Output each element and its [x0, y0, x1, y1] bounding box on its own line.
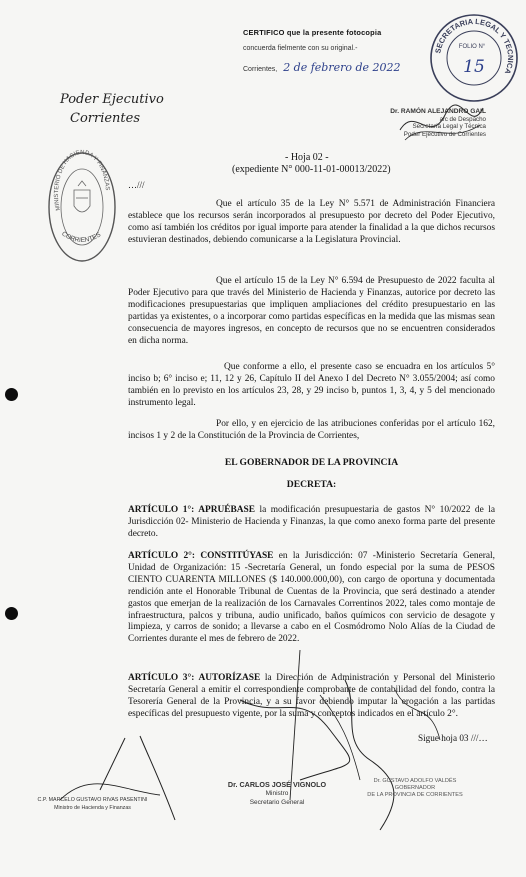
article-2-label: ARTÍCULO 2°: CONSTITÚYASE: [128, 551, 274, 561]
certifier-dept-1: Secretaría Legal y Técnica: [412, 123, 486, 131]
seal-bottom-text: CORRIENTES: [60, 230, 103, 245]
paragraph-4: [128, 419, 495, 443]
folio-stamp: [428, 12, 520, 104]
certification-block: [243, 28, 443, 74]
cert-line-1: CERTIFICO que la presente fotocopia: [243, 28, 382, 37]
ministry-seal: [46, 148, 118, 266]
article-2-text: en la Jurisdicción: 07 -Ministerio Secretaría General, Unidad de Organización: 15 -Secretaría General, un fondo especial por la suma de PESOS CIENTO CUARENTA MILLONES ($ 140.000.000,00), con cargo de oportuna y documentada rendición ante el Honorable Tribunal de Cuentas de la Provincia, que será destinado a atender gastos que emerjan de la realización de los Carnavales Correntinos 2022, tales como montaje de infraestructura, palcos y tribuna, audio unificado, baños químicos con servicio de desagote y limpieza, y carros de sonido; a llevarse a cabo en el Cosmódromo Nolo Alías de la Ciudad de Corrientes durante el mes de febrero de 2022.: [128, 551, 495, 645]
certifier-stamp: [336, 108, 486, 138]
letterhead-line-1: Poder Ejecutivo: [60, 92, 164, 107]
article-1-text: la modificación presupuestaria de gastos N° 10/2022 de la Jurisdicción 02- Ministerio de Hacienda y Finanzas, la que como anexo forma parte del presente decreto.: [128, 505, 495, 539]
svg-text:CORRIENTES: [60, 230, 102, 244]
folio-label: FOLIO N°: [458, 44, 486, 50]
signer-3-title: GOBERNADOR: [394, 785, 436, 791]
signer-3-title-2: DE LA PROVINCIA DE CORRIENTES: [367, 792, 463, 798]
sheet-number: - Hoja 02 -: [285, 152, 329, 163]
article-2: [128, 551, 495, 646]
paragraph-4-text: Por ello, y en ejercicio de las atribuciones conferidas por el artículo 162, incisos 1 y 2 de la Constitución de la Provincia de Corrientes,: [128, 419, 495, 441]
paragraph-2: [128, 276, 495, 347]
continues-next-sheet: Sigue hoja 03 ///…: [418, 733, 488, 743]
cert-place: Corrientes,: [243, 66, 278, 73]
signer-2-name: Dr. CARLOS JOSÉ VIGNOLO: [227, 780, 327, 789]
signer-3-name: Dr. GUSTAVO ADOLFO VALDÉS: [373, 778, 457, 784]
letterhead-line-2: Corrientes: [70, 111, 141, 126]
paragraph-2-text: Que el artículo 15 de la Ley N° 6.594 de Presupuesto de 2022 faculta al Poder Ejecutivo para que través del Ministerio de Hacienda y Finanzas, autorice por decreto las modificaciones presupuestarias que impliquen ampliaciones del crédito presupuestario en las partidas ya existentes, o a incorporar como partidas específicas en la medida que las mismas sean consecuencia de mayores ingresos, en concepto de recursos que no se encuentren considerados en dicha norma.: [128, 276, 495, 346]
certifier-dept-2: Poder Ejecutivo de Corrientes: [403, 130, 486, 138]
folio-number: 15: [463, 57, 485, 77]
paragraph-3: [128, 362, 495, 410]
cert-line-3: [243, 61, 443, 74]
cert-date-handwritten: 2 de febrero de 2022: [283, 61, 401, 74]
letterhead: [60, 90, 164, 128]
article-3-label: ARTÍCULO 3°: AUTORÍZASE: [128, 673, 261, 683]
seal-ring-text: MINISTERIO DE HACIENDA Y FINANZAS: [53, 149, 110, 211]
article-3-text: la Dirección de Administración y Personal del Ministerio Secretaría General a emitir el correspondiente comprobante de contabilidad del fondo, contra la Tesorería General de la Provincia, y a su favor debiendo imputar la erogación a las partidas específicas del presupuesto vigente, por la suma y conceptos indicados en el artículo 2°.: [128, 673, 495, 719]
folio-stamp-ring-text: SECRETARIA LEGAL Y TECNICA: [433, 16, 516, 76]
article-1-label: ARTÍCULO 1°: APRUÉBASE: [128, 505, 256, 515]
article-3: [128, 673, 495, 721]
certifier-name: Dr. RAMÓN ALEJANDRO GAIL: [390, 108, 486, 115]
certifier-role: a/c de Despacho: [439, 115, 486, 123]
signer-1-title: Ministro de Hacienda y Finanzas: [54, 804, 131, 811]
paragraph-1-text: Que el artículo 35 de la Ley N° 5.571 de Administración Financiera establece que los recursos serán incorporados al presupuesto por decreto del Poder Ejecutivo, como así también los créditos por igual importe para atender la finalidad a la que dichos recursos estuvieran destinados, debiendo comunicarse a la Legislatura Provincial.: [128, 199, 495, 245]
paragraph-3-text: Que conforme a ello, el presente caso se encuadra en los artículos 5° inciso b; 6° inciso e; 11, 12 y 26, Capítulo II del Anexo I del Decreto N° 3.055/2004; así como también en lo previsto en los artículos 23, 28, y 29 inciso b, puntos 1, 3, 4, y 5 del mencionado instrumento legal.: [128, 362, 495, 408]
signer-2-title-2: Secretario General: [249, 799, 305, 806]
decree-heading: DECRETA:: [286, 479, 337, 490]
binder-hole: [5, 607, 18, 620]
cert-line-2: concuerda fielmente con su original.-: [243, 45, 358, 52]
binder-hole: [5, 388, 18, 401]
signature-minister-finance: [20, 797, 165, 812]
paragraph-1: [128, 199, 495, 247]
file-number: (expediente N° 000-11-01-00013/2022): [232, 164, 391, 175]
coat-of-arms-icon: [74, 181, 90, 212]
continuation-mark: …///: [128, 180, 145, 190]
signature-governor: [355, 778, 475, 799]
signature-minister-general: [222, 780, 332, 807]
signer-1-name: C.P. MARCELO GUSTAVO RIVAS PASENTINI: [37, 797, 148, 803]
article-1: [128, 505, 495, 541]
governor-heading: EL GOBERNADOR DE LA PROVINCIA: [224, 457, 399, 468]
signer-2-title: Ministro: [265, 790, 289, 797]
